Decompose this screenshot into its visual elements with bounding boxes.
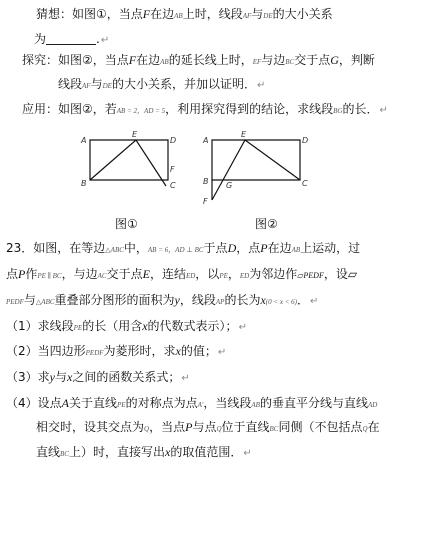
text: .: [96, 32, 100, 46]
var: y: [49, 370, 55, 384]
text: 与边: [261, 53, 286, 67]
text: 的长为: [224, 293, 261, 307]
var: BC: [269, 425, 279, 433]
text: 在: [367, 420, 380, 434]
text: ．: [297, 293, 310, 307]
q23-line-3: [6, 292, 318, 310]
var: BC: [285, 58, 295, 66]
text: 的值；: [180, 344, 217, 358]
var: x: [164, 445, 171, 459]
q23-line-1: [6, 240, 360, 258]
paragraph-mark: ↵: [310, 296, 319, 307]
text: ，连结: [149, 267, 186, 281]
figure-1: [78, 128, 178, 198]
text-line-5: [22, 101, 388, 119]
text: 位于直线: [221, 420, 270, 434]
var: AP: [215, 298, 225, 306]
q23-line-2: [6, 266, 357, 284]
text: ，线段: [179, 293, 216, 307]
var: AB: [160, 58, 169, 66]
q23-sub-2: [6, 343, 226, 361]
var: A: [61, 396, 69, 410]
var: △ABC: [35, 298, 55, 306]
var: A′: [197, 401, 204, 409]
text: 猜想：如图①，当点: [36, 7, 143, 21]
figure-2: [200, 128, 310, 208]
var: y: [174, 293, 180, 307]
condition: AB = 2，AD = 5: [116, 107, 166, 115]
paragraph-mark: ↵: [256, 80, 266, 91]
var: PE: [219, 272, 228, 280]
text: 点: [6, 267, 19, 281]
var: Q: [362, 425, 368, 433]
var: PE: [73, 324, 83, 332]
text: 的对称点为点: [125, 396, 198, 410]
text: 与点: [192, 420, 217, 434]
var: ED: [185, 272, 196, 280]
fig2-label-F: F: [203, 197, 208, 206]
text: 交于点: [106, 267, 143, 281]
q23-sub-4-line-2: [36, 419, 380, 437]
var: x: [175, 344, 181, 358]
text: 与: [90, 77, 103, 91]
text: 关于直线: [68, 396, 117, 410]
var: P: [18, 267, 26, 281]
text: ，以: [195, 267, 220, 281]
fig2-caption: 图②: [255, 217, 278, 231]
fig2-label-C: C: [302, 179, 308, 188]
var: DE: [102, 82, 112, 90]
text: 线段: [58, 77, 83, 91]
text: （3）求: [6, 370, 50, 384]
text: 上）时，直接写出: [68, 445, 165, 459]
text: 同侧（不包括点: [278, 420, 363, 434]
var: x: [260, 293, 266, 307]
text: 的长．: [342, 102, 379, 116]
text: 的长（用含: [82, 319, 143, 333]
text: 重叠部分图形的面积为: [54, 293, 175, 307]
fig1-label-F: F: [170, 165, 175, 174]
text: 23．如图，在等边: [6, 241, 106, 255]
text: 的取值范围．: [170, 445, 243, 459]
paragraph-mark: ↵: [243, 448, 252, 459]
fig2-label-B: B: [203, 177, 209, 186]
condition: AB = 6，AD ⊥ BC: [147, 246, 204, 254]
text: 与: [251, 7, 264, 21]
fig1-label-A: A: [81, 136, 87, 145]
text: ，与边: [61, 267, 98, 281]
paragraph-mark: ↵: [238, 322, 247, 333]
text: （2）当四边形: [6, 344, 86, 358]
var: Q: [144, 425, 150, 433]
fig1-label-D: D: [170, 136, 177, 145]
var: E: [142, 267, 150, 281]
text: 交于点: [294, 53, 331, 67]
text: ，: [227, 267, 240, 281]
fig2-label-D: D: [302, 136, 309, 145]
fig1-caption: 图①: [115, 217, 138, 231]
var: AF: [242, 12, 252, 20]
text: 作: [25, 267, 38, 281]
text-line-2: [34, 31, 109, 49]
text: 在边: [267, 241, 292, 255]
var: PEDF: [85, 349, 104, 357]
text: 上运动，过: [300, 241, 361, 255]
var: AD: [367, 401, 378, 409]
var: PE: [117, 401, 126, 409]
fig1-label-B: B: [81, 179, 87, 188]
var: ▱: [347, 267, 358, 281]
fig2-rectangle: [212, 140, 300, 180]
var: AF: [82, 82, 91, 90]
text: 探究：如图②，当点: [22, 53, 129, 67]
text: 的大小关系: [272, 7, 333, 21]
text: ，设: [323, 267, 348, 281]
text: 上时，线段: [182, 7, 243, 21]
text: 于点: [203, 241, 228, 255]
paragraph-mark: ↵: [217, 347, 227, 358]
text: 的垂直平分线与直线: [259, 396, 368, 410]
var: BG: [333, 107, 343, 115]
paragraph-mark: ↵: [181, 373, 190, 384]
text-line-3: [22, 52, 375, 70]
var: D: [227, 241, 237, 255]
text: 之间的函数关系式；: [72, 370, 181, 384]
text: 在边: [150, 7, 175, 21]
var: AB: [251, 401, 260, 409]
text: ，当点: [149, 420, 186, 434]
condition: PE ∥ BC: [37, 272, 62, 280]
text: 在边: [136, 53, 161, 67]
fig1-lines: [90, 140, 166, 186]
var: BC: [60, 450, 69, 458]
text: 与: [23, 293, 36, 307]
text: 应用：如图②，若: [22, 102, 117, 116]
range: (0 < x < 6): [265, 298, 297, 306]
var: F: [142, 7, 151, 21]
text: 直线: [36, 445, 61, 459]
q23-sub-4-line-3: [36, 444, 252, 462]
fig2-label-G: G: [226, 181, 233, 190]
text: 相交时，设其交点为: [36, 420, 145, 434]
text: 中，: [123, 241, 148, 255]
text: 的大小关系，并加以证明．: [111, 77, 256, 91]
text: （1）求线段: [6, 319, 74, 333]
var: AC: [97, 272, 107, 280]
var: ▱PEDF: [297, 271, 324, 280]
text: 为邻边作: [249, 267, 298, 281]
var: DE: [263, 12, 273, 20]
q23-sub-4-line-1: [6, 395, 377, 413]
text: ，当线段: [203, 396, 252, 410]
var: PEDF: [6, 298, 24, 306]
var: P: [185, 420, 193, 434]
q23-sub-1: [6, 318, 247, 336]
text: ，利用探究得到的结论，求线段: [165, 102, 334, 116]
paragraph-mark: ↵: [379, 105, 388, 116]
text: 为: [34, 32, 47, 46]
var: AB: [174, 12, 183, 20]
text: （4）设点: [6, 396, 62, 410]
var: x: [142, 319, 148, 333]
text: 的延长线上时，: [168, 53, 253, 67]
paragraph-mark: ↵: [100, 35, 110, 46]
fig1-label-C: C: [170, 181, 176, 190]
fig2-label-E: E: [241, 130, 247, 139]
fig2-label-A: A: [203, 136, 209, 145]
var: Q: [216, 425, 222, 433]
text: ，点: [236, 241, 261, 255]
text-line-1: [36, 6, 333, 24]
var: EF: [252, 58, 262, 66]
var: x: [66, 370, 73, 384]
q23-sub-3: [6, 369, 190, 387]
text: 与: [54, 370, 67, 384]
text: 为菱形时，求: [103, 344, 176, 358]
var: F: [128, 53, 137, 67]
var: ED: [239, 272, 250, 280]
var: AB: [291, 246, 301, 254]
var: P: [260, 241, 268, 255]
answer-blank: [46, 33, 96, 45]
var: △ABC: [105, 246, 124, 254]
fig2-lines: [212, 140, 300, 200]
fig1-label-E: E: [132, 130, 138, 139]
text-line-4: [58, 76, 265, 94]
var: G: [330, 53, 339, 67]
text: 的代数式表示）；: [147, 319, 238, 333]
text: ，判断: [338, 53, 375, 67]
